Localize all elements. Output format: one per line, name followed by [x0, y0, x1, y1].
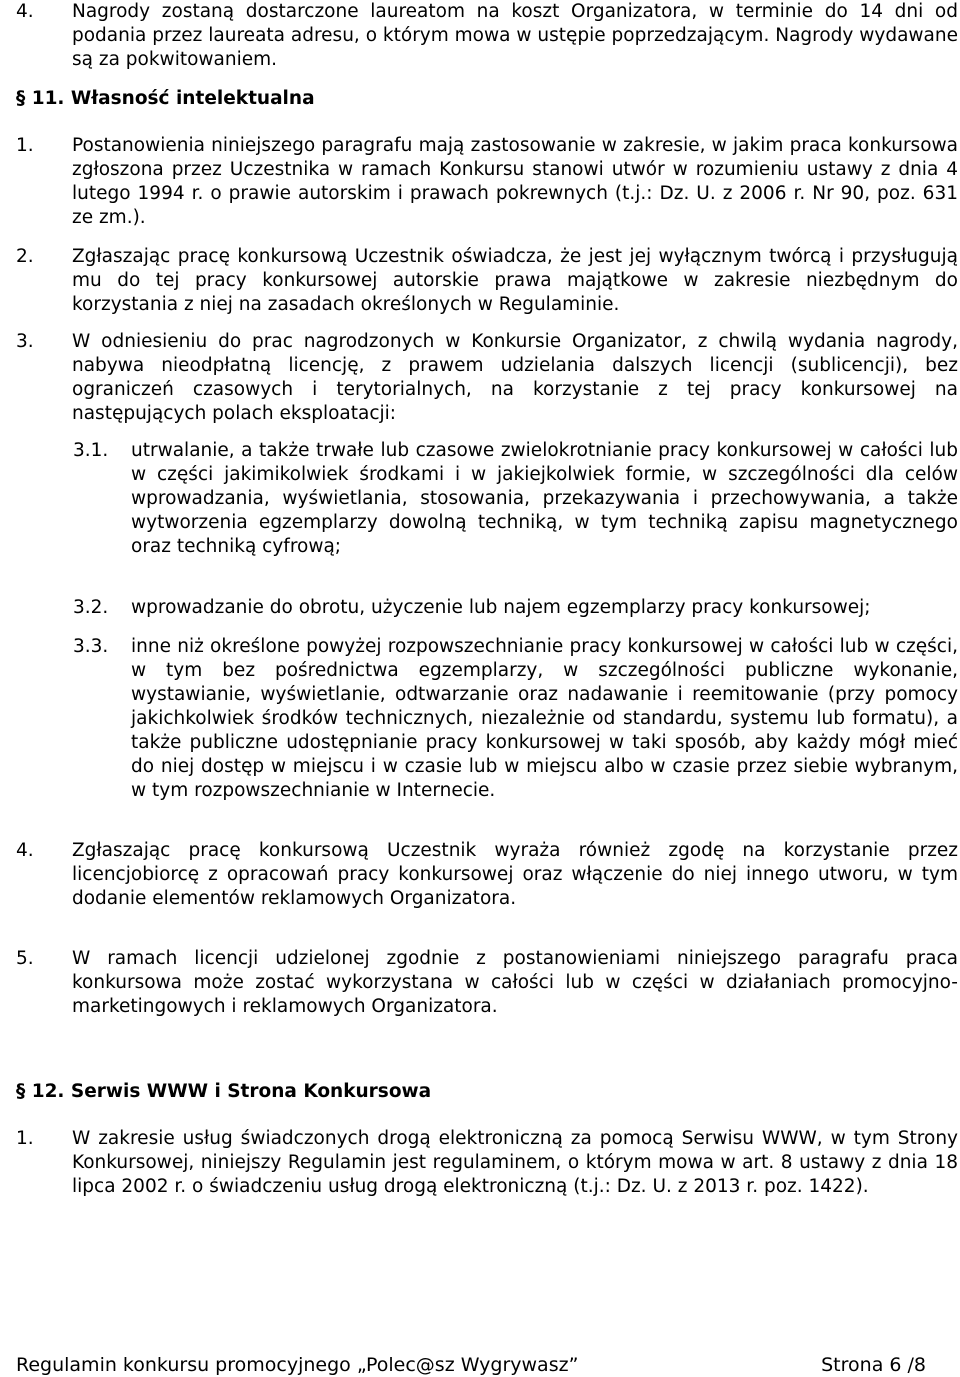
section-12-heading: [16, 1080, 958, 1104]
item-number: 2.: [16, 246, 34, 267]
item-text: W ramach licencji udzielonej zgodnie z postanowieniami niniejszego paragrafu praca konkursowa może zostać wykorzystana w całości lub w części w działaniach promocyjno-marketingowych i reklamowych Organizatora.: [72, 948, 958, 1017]
item-number: 5.: [16, 948, 34, 969]
s11-subitem-3-3: [16, 635, 958, 803]
subitem-text: inne niż określone powyżej rozpowszechnianie pracy konkursowej w całości lub w części, w tym bez pośrednictwa egzemplarzy, w szczególności publiczne wykonanie, wystawianie, wyświetlanie, odtwarzanie oraz nadawanie i reemitowanie (przy pomocy jakichkolwiek środków technicznych, niezależnie od standardu, systemu lub formatu), a także publiczne udostępnianie pracy konkursowej w taki sposób, aby każdy mógł mieć do niej dostęp w miejscu i w czasie lub w miejscu albo w czasie przez siebie wybranym, w tym rozpowszechnianie w Internecie.: [131, 636, 958, 801]
s11-item-3: [16, 330, 958, 426]
s11-subitem-3-2: [16, 596, 958, 620]
s12-item-1: [16, 1127, 958, 1199]
s11-item-4: [16, 839, 958, 911]
section-11-heading: [16, 87, 958, 111]
item-number: 4.: [16, 840, 34, 861]
item-text: Zgłaszając pracę konkursową Uczestnik wyraża również zgodę na korzystanie przez licencjobiorcę z opracowań pracy konkursowej oraz włączenie do niej innego utworu, w tym dodanie elementów reklamowych Organizatora.: [72, 840, 958, 909]
subitem-number: 3.2.: [73, 597, 109, 618]
section-title: § 11. Własność intelektualna: [16, 88, 315, 109]
item-text: Postanowienia niniejszego paragrafu mają zastosowanie w zakresie, w jakim praca konkursowa zgłoszona przez Uczestnika w ramach Konkursu stanowi utwór w rozumieniu ustawy z dnia 4 lutego 1994 r. o prawie autorskim i prawach pokrewnych (t.j.: Dz. U. z 2006 r. Nr 90, poz. 631 ze zm.).: [72, 135, 958, 228]
subitem-number: 3.3.: [73, 636, 109, 657]
section-title: § 12. Serwis WWW i Strona Konkursowa: [16, 1081, 432, 1102]
subitem-text: utrwalanie, a także trwałe lub czasowe zwielokrotnianie pracy konkursowej w całości lub w części jakimikolwiek środkami i w jakiejkolwiek formie, w szczególności dla celów wprowadzania, wyświetlania, stosowania, przekazywania i przechowywania, a także wytworzenia egzemplarzy dowolną techniką, w tym techniką zapisu magnetycznego oraz techniką cyfrową;: [131, 440, 958, 557]
item-number: 4.: [16, 1, 34, 22]
item-number: 1.: [16, 135, 34, 156]
s11-item-1: [16, 134, 958, 230]
item-text: W zakresie usług świadczonych drogą elektroniczną za pomocą Serwisu WWW, w tym Strony Konkursowej, niniejszy Regulamin jest regulaminem, o którym mowa w art. 8 ustawy z dnia 18 lipca 2002 r. o świadczeniu usług drogą elektroniczną (t.j.: Dz. U. z 2013 r. poz. 1422).: [72, 1128, 958, 1197]
s11-subitem-3-1: [16, 439, 958, 559]
item-text: Zgłaszając pracę konkursową Uczestnik oświadcza, że jest jej wyłącznym twórcą i przysługują mu do tej pracy konkursowej autorskie prawa majątkowe w zakresie niezbędnym do korzystania z niej na zasadach określonych w Regulaminie.: [72, 246, 958, 315]
page-footer: [16, 1353, 926, 1377]
item-text: W odniesieniu do prac nagrodzonych w Konkursie Organizator, z chwilą wydania nagrody, nabywa nieodpłatną licencję, z prawem udzielania dalszych licencji (sublicencji), bez ograniczeń czasowych i terytorialnych, na korzystanie z tej pracy konkursowej na następujących polach eksploatacji:: [72, 331, 958, 424]
footer-document-title: Regulamin konkursu promocyjnego „Polec@sz Wygrywasz”: [16, 1354, 579, 1376]
subitem-number: 3.1.: [73, 440, 109, 461]
item-number: 1.: [16, 1128, 34, 1149]
intro-item: [16, 0, 958, 72]
s11-item-5: [16, 947, 958, 1019]
item-number: 3.: [16, 331, 34, 352]
subitem-text: wprowadzanie do obrotu, użyczenie lub najem egzemplarzy pracy konkursowej;: [131, 597, 871, 618]
footer-page-number: Strona 6 /8: [821, 1354, 926, 1376]
s11-item-2: [16, 245, 958, 317]
item-text: Nagrody zostaną dostarczone laureatom na koszt Organizatora, w terminie do 14 dni od podania przez laureata adresu, o którym mowa w ustępie poprzedzającym. Nagrody wydawane są za pokwitowaniem.: [72, 1, 958, 70]
